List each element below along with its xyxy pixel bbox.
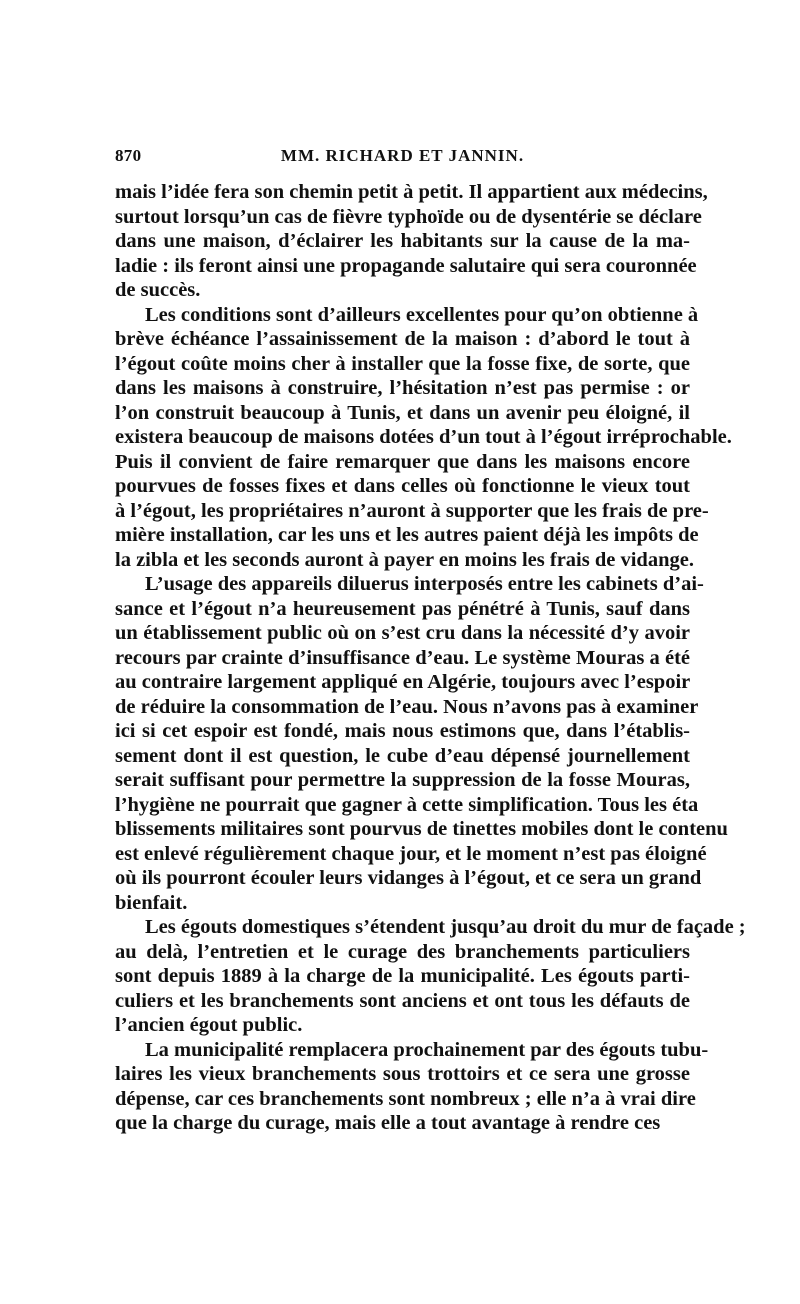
text-line: la zibla et les seconds auront à payer en moins les frais de vidange. bbox=[115, 548, 694, 571]
text-line: bienfait. bbox=[115, 891, 188, 914]
text-line: l’hygiène ne pourrait que gagner à cette simplification. Tous les éta bbox=[115, 793, 699, 816]
text-line: de succès. bbox=[115, 279, 201, 301]
body-text bbox=[115, 180, 746, 1136]
text-line: au contraire largement appliqué en Algérie, toujours avec l’espoir bbox=[115, 671, 691, 693]
text-line: sont depuis 1889 à la charge de la municipalité. Les égouts parti- bbox=[115, 965, 690, 987]
running-head bbox=[115, 146, 690, 172]
paragraph bbox=[115, 915, 746, 1038]
text-line: mais l’idée fera son chemin petit à petit. Il appartient aux médecins, bbox=[115, 181, 708, 203]
text-line: l’on construit beaucoup à Tunis, et dans un avenir peu éloigné, il bbox=[115, 401, 690, 424]
paragraph bbox=[115, 180, 708, 303]
text-line: mière installation, car les uns et les autres paient déjà les impôts de bbox=[115, 524, 699, 546]
text-line: blissements militaires sont pourvus de tinettes mobiles dont le contenu bbox=[115, 818, 728, 840]
text-line: dans une maison, d’éclairer les habitants sur la cause de la ma- bbox=[115, 230, 690, 252]
paragraph bbox=[115, 572, 728, 915]
text-line: un établissement public où on s’est cru dans la nécessité d’y avoir bbox=[115, 622, 690, 644]
text-line: au delà, l’entretien et le curage des branchements particuliers bbox=[115, 940, 690, 963]
text-line: pourvues de fosses fixes et dans celles où fonctionne le vieux tout bbox=[115, 475, 690, 497]
text-line: brève échéance l’assainissement de la maison : d’abord le tout à bbox=[115, 328, 690, 350]
text-line: l’égout coûte moins cher à installer que la fosse fixe, de sorte, que bbox=[115, 352, 690, 375]
text-line: sance et l’égout n’a heureusement pas pénétré à Tunis, sauf dans bbox=[115, 597, 690, 620]
text-line: culiers et les branchements sont anciens et ont tous les défauts de bbox=[115, 989, 690, 1012]
text-line: dépense, car ces branchements sont nombreux ; elle n’a à vrai dire bbox=[115, 1087, 696, 1110]
text-line: que la charge du curage, mais elle a tout avantage à rendre ces bbox=[115, 1112, 661, 1134]
paragraph bbox=[115, 1038, 709, 1136]
text-line: recours par crainte d’insuffisance d’eau. Le système Mouras a été bbox=[115, 646, 690, 669]
text-line: où ils pourront écouler leurs vidanges à l’égout, et ce sera un grand bbox=[115, 867, 702, 889]
text-line: sement dont il est question, le cube d’eau dépensé journellement bbox=[115, 744, 690, 767]
text-line: Les égouts domestiques s’étendent jusqu’au droit du mur de façade ; bbox=[145, 916, 746, 938]
text-line: ladie : ils feront ainsi une propagande salutaire qui sera couronnée bbox=[115, 254, 697, 277]
page-number: 870 bbox=[115, 146, 142, 165]
text-line: existera beaucoup de maisons dotées d’un tout à l’égout irréprochable. bbox=[115, 426, 732, 448]
text-line: surtout lorsqu’un cas de fièvre typhoïde ou de dysentérie se déclare bbox=[115, 205, 702, 228]
text-line: l’ancien égout public. bbox=[115, 1014, 303, 1036]
text-line: à l’égout, les propriétaires n’auront à supporter que les frais de pre- bbox=[115, 499, 709, 522]
text-line: est enlevé régulièrement chaque jour, et le moment n’est pas éloigné bbox=[115, 842, 707, 865]
paragraph bbox=[115, 303, 732, 573]
text-line: L’usage des appareils diluerus interposés entre les cabinets d’ai- bbox=[145, 573, 704, 595]
text-line: La municipalité remplacera prochainement par des égouts tubu- bbox=[145, 1038, 709, 1061]
text-line: serait suffisant pour permettre la suppression de la fosse Mouras, bbox=[115, 769, 690, 791]
running-title: MM. RICHARD ET JANNIN. bbox=[280, 146, 525, 165]
text-line: de réduire la consommation de l’eau. Nous n’avons pas à examiner bbox=[115, 695, 699, 718]
text-line: Les conditions sont d’ailleurs excellentes pour qu’on obtienne à bbox=[145, 303, 699, 326]
text-line: ici si cet espoir est fondé, mais nous estimons que, dans l’établis- bbox=[115, 720, 690, 742]
text-line: Puis il convient de faire remarquer que dans les maisons encore bbox=[115, 450, 690, 473]
text-line: laires les vieux branchements sous trottoirs et ce sera une grosse bbox=[115, 1063, 690, 1085]
text-line: dans les maisons à construire, l’hésitation n’est pas permise : or bbox=[115, 377, 690, 399]
